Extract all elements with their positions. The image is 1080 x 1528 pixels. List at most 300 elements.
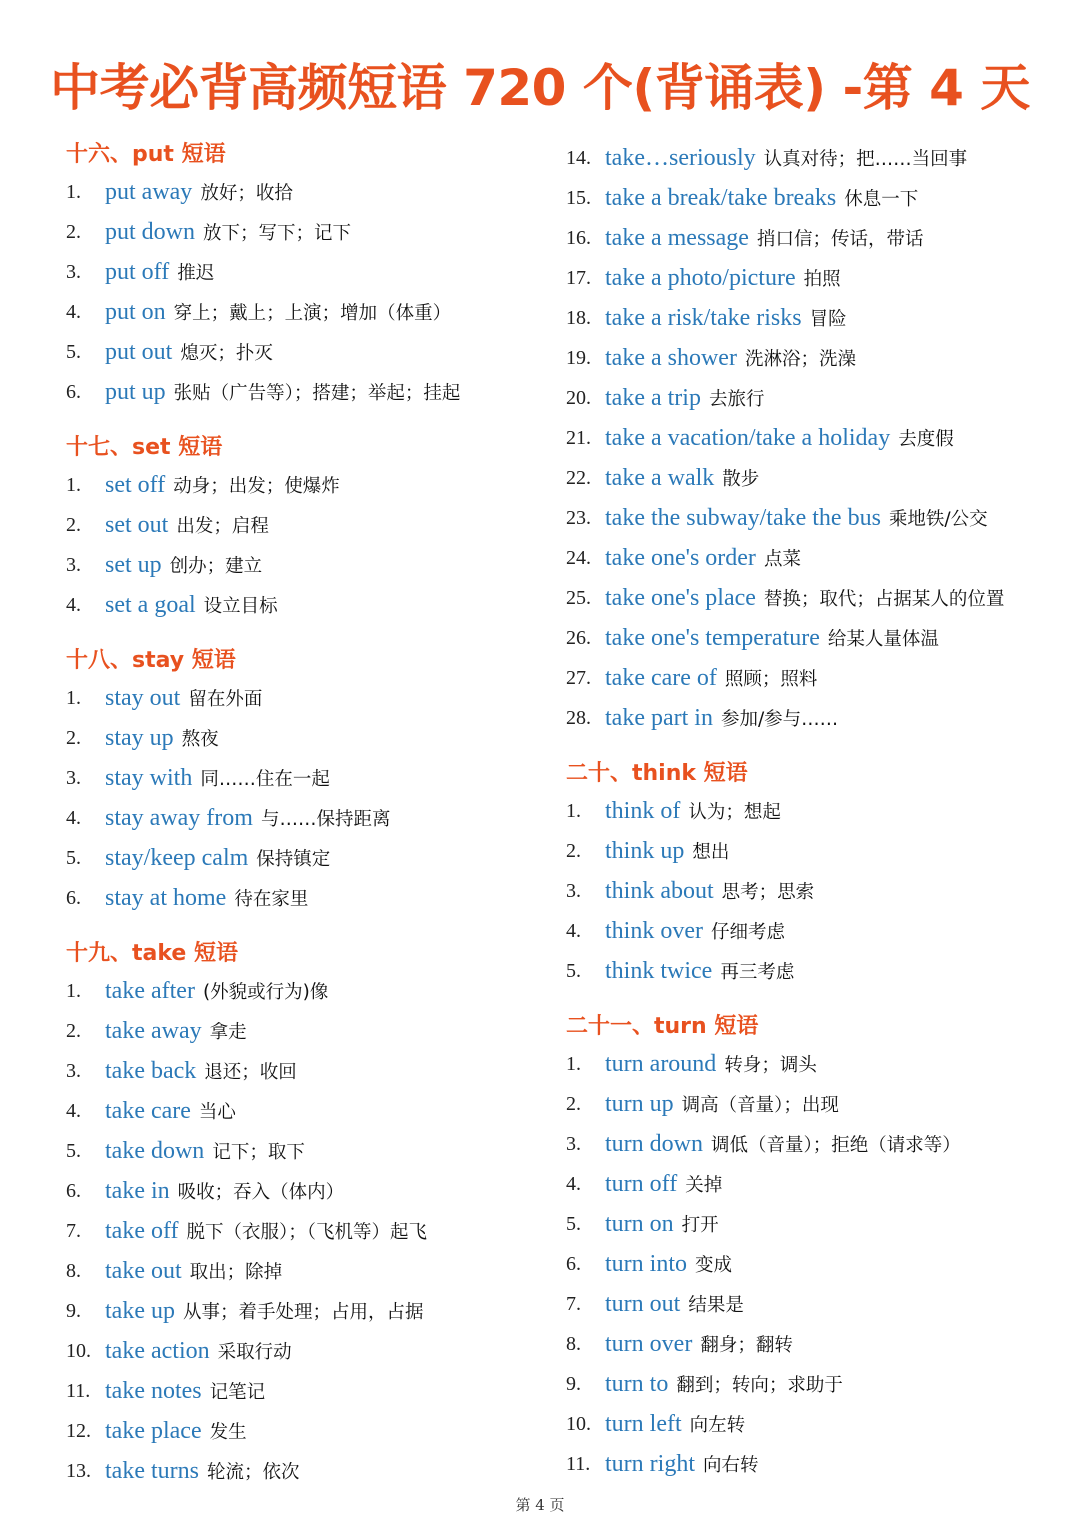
- item-text: [605, 1044, 817, 1087]
- phrase-item: [566, 178, 1066, 218]
- chinese-meaning: 去旅行: [708, 389, 765, 410]
- phrase-item: [566, 1444, 1066, 1484]
- phrase-item: [566, 378, 1066, 418]
- item-number: 2.: [66, 727, 81, 749]
- item-number: 20.: [566, 387, 591, 409]
- item-text: [605, 578, 1004, 621]
- english-phrase: turn out: [605, 1291, 681, 1317]
- item-number: 23.: [566, 507, 591, 529]
- item-number: 9.: [566, 1373, 581, 1395]
- english-phrase: turn down: [605, 1131, 703, 1157]
- item-number: 2.: [66, 221, 81, 243]
- english-phrase: set up: [105, 552, 162, 578]
- phrase-item: [566, 578, 1066, 618]
- item-number: 26.: [566, 627, 591, 649]
- item-number: 12.: [66, 1420, 91, 1442]
- phrase-item: [566, 1324, 1066, 1364]
- english-phrase: turn right: [605, 1451, 695, 1477]
- item-number: 7.: [566, 1293, 581, 1315]
- phrase-item: [566, 1364, 1066, 1404]
- phrase-item: [566, 1124, 1066, 1164]
- item-number: 10.: [566, 1413, 591, 1435]
- chinese-meaning: 想出: [692, 842, 730, 863]
- item-number: 10.: [66, 1340, 91, 1362]
- item-text: [105, 1451, 300, 1494]
- item-text: [105, 1131, 305, 1174]
- item-text: [605, 911, 785, 954]
- item-number: 19.: [566, 347, 591, 369]
- phrase-item: [66, 505, 556, 545]
- english-phrase: put out: [105, 339, 173, 365]
- item-text: [105, 838, 330, 881]
- item-number: 4.: [66, 807, 81, 829]
- item-text: [105, 332, 273, 375]
- phrase-item: [566, 1044, 1066, 1084]
- chinese-meaning: 认真对待；把……当回事: [763, 149, 968, 170]
- english-phrase: take away: [105, 1018, 202, 1044]
- item-number: 6.: [66, 1180, 81, 1202]
- phrase-item: [66, 678, 556, 718]
- chinese-meaning: 退还；收回: [204, 1062, 297, 1083]
- english-phrase: take one's order: [605, 545, 756, 571]
- english-phrase: take a photo/picture: [605, 265, 796, 291]
- item-number: 1.: [566, 800, 581, 822]
- chinese-meaning: 替换；取代；占据某人的位置: [763, 589, 1005, 610]
- phrase-item: [566, 138, 1066, 178]
- chinese-meaning: 照顾；照料: [724, 669, 818, 690]
- item-number: 5.: [66, 1140, 81, 1162]
- item-number: 1.: [566, 1053, 581, 1075]
- item-number: 3.: [566, 1133, 581, 1155]
- phrase-item: [66, 718, 556, 758]
- chinese-meaning: 转身；调头: [724, 1055, 817, 1076]
- chinese-meaning: 散步: [722, 469, 760, 490]
- english-phrase: take a walk: [605, 465, 715, 491]
- item-text: [605, 658, 817, 701]
- chinese-meaning: 调高（音量）；出现: [681, 1095, 839, 1116]
- item-text: [605, 338, 856, 381]
- english-phrase: think twice: [605, 958, 713, 984]
- phrase-item: [566, 618, 1066, 658]
- item-text: [605, 1284, 744, 1327]
- english-phrase: take care: [105, 1098, 191, 1124]
- english-phrase: take a message: [605, 225, 749, 251]
- item-text: [105, 172, 293, 215]
- chinese-meaning: 同……住在一起: [200, 769, 330, 790]
- item-number: 11.: [66, 1380, 91, 1402]
- phrase-item: [66, 1131, 556, 1171]
- chinese-meaning: 采取行动: [217, 1342, 292, 1363]
- page-footer: 第 4 页: [515, 1496, 565, 1514]
- english-phrase: take back: [105, 1058, 197, 1084]
- left-column: [66, 138, 556, 1491]
- english-phrase: think of: [605, 798, 681, 824]
- chinese-meaning: 张贴（广告等）；搭建；举起；挂起: [173, 383, 461, 404]
- chinese-meaning: 脱下（衣服）；（飞机等）起飞: [186, 1222, 428, 1243]
- item-text: [605, 178, 918, 221]
- item-text: [605, 1364, 843, 1407]
- item-text: [105, 971, 328, 1014]
- item-number: 14.: [566, 147, 591, 169]
- item-number: 9.: [66, 1300, 81, 1322]
- english-phrase: turn over: [605, 1331, 693, 1357]
- phrase-item: [66, 758, 556, 798]
- phrase-item: [66, 252, 556, 292]
- section-heading: 二十一、turn 短语: [566, 1014, 759, 1039]
- item-text: [105, 585, 278, 628]
- item-text: [605, 1164, 722, 1207]
- item-number: 5.: [66, 847, 81, 869]
- chinese-meaning: 取出；除掉: [189, 1262, 283, 1283]
- chinese-meaning: 发生: [209, 1422, 247, 1443]
- item-number: 8.: [566, 1333, 581, 1355]
- phrase-item: [66, 1091, 556, 1131]
- english-phrase: take the subway/take the bus: [605, 505, 881, 531]
- english-phrase: take a shower: [605, 345, 737, 371]
- english-phrase: stay out: [105, 685, 181, 711]
- item-number: 28.: [566, 707, 591, 729]
- item-number: 2.: [566, 1093, 581, 1115]
- item-text: [605, 538, 801, 581]
- english-phrase: take a break/take breaks: [605, 185, 837, 211]
- phrase-item: [66, 292, 556, 332]
- item-text: [605, 1244, 732, 1287]
- item-number: 5.: [566, 960, 581, 982]
- item-text: [105, 465, 340, 508]
- item-text: [105, 252, 214, 295]
- english-phrase: stay/keep calm: [105, 845, 249, 871]
- right-column: [566, 138, 1066, 1484]
- item-text: [605, 1324, 793, 1367]
- phrase-item: [566, 1084, 1066, 1124]
- chinese-meaning: 思考；思索: [721, 882, 815, 903]
- english-phrase: stay at home: [105, 885, 227, 911]
- english-phrase: take action: [105, 1338, 210, 1364]
- chinese-meaning: 放好；收拾: [200, 183, 293, 204]
- english-phrase: take a trip: [605, 385, 701, 411]
- item-number: 3.: [66, 261, 81, 283]
- phrase-item: [66, 1211, 556, 1251]
- phrase-item: [66, 1411, 556, 1451]
- item-number: 22.: [566, 467, 591, 489]
- item-text: [605, 1404, 745, 1447]
- item-number: 1.: [66, 181, 81, 203]
- item-text: [105, 718, 219, 761]
- item-number: 21.: [566, 427, 591, 449]
- item-number: 5.: [566, 1213, 581, 1235]
- chinese-meaning: 翻到；转向；求助于: [676, 1375, 843, 1396]
- english-phrase: take a risk/take risks: [605, 305, 802, 331]
- phrase-item: [566, 871, 1066, 911]
- chinese-meaning: 拍照: [803, 269, 841, 290]
- english-phrase: take down: [105, 1138, 205, 1164]
- item-text: [605, 1204, 719, 1247]
- item-number: 1.: [66, 474, 81, 496]
- phrase-item: [566, 1404, 1066, 1444]
- english-phrase: put down: [105, 219, 195, 245]
- chinese-meaning: 熬夜: [181, 729, 219, 750]
- phrase-item: [66, 1251, 556, 1291]
- phrase-item: [66, 465, 556, 505]
- chinese-meaning: 翻身；翻转: [700, 1335, 793, 1356]
- chinese-meaning: 关掉: [685, 1175, 723, 1196]
- item-text: [105, 505, 269, 548]
- chinese-meaning: 打开: [681, 1215, 719, 1236]
- chinese-meaning: 再三考虑: [720, 962, 795, 983]
- phrase-item: [566, 911, 1066, 951]
- phrase-item: [66, 1451, 556, 1491]
- english-phrase: take off: [105, 1218, 179, 1244]
- phrase-item: [66, 1171, 556, 1211]
- chinese-meaning: 结果是: [688, 1295, 744, 1316]
- phrase-item: [66, 212, 556, 252]
- phrase-item: [566, 1204, 1066, 1244]
- english-phrase: turn on: [605, 1211, 674, 1237]
- section-heading: 二十、think 短语: [566, 761, 748, 786]
- item-text: [105, 1371, 265, 1414]
- english-phrase: put off: [105, 259, 170, 285]
- phrase-item: [566, 258, 1066, 298]
- item-number: 27.: [566, 667, 591, 689]
- chinese-meaning: 放下；写下；记下: [203, 223, 352, 244]
- phrase-item: [66, 798, 556, 838]
- english-phrase: turn up: [605, 1091, 674, 1117]
- item-number: 4.: [66, 1100, 81, 1122]
- chinese-meaning: 参加/参与……: [720, 709, 839, 730]
- chinese-meaning: 设立目标: [203, 596, 278, 617]
- english-phrase: set off: [105, 472, 166, 498]
- phrase-item: [66, 585, 556, 625]
- item-number: 4.: [66, 594, 81, 616]
- item-number: 17.: [566, 267, 591, 289]
- item-number: 3.: [66, 1060, 81, 1082]
- chinese-meaning: 拿走: [209, 1022, 247, 1043]
- page-title: 中考必背高频短语 720 个(背诵表) -第 4 天: [50, 59, 1030, 117]
- item-text: [605, 618, 939, 661]
- phrase-item: [66, 332, 556, 372]
- phrase-item: [566, 951, 1066, 991]
- item-number: 25.: [566, 587, 591, 609]
- item-number: 6.: [66, 381, 81, 403]
- item-text: [605, 498, 988, 541]
- chinese-meaning: 点菜: [763, 549, 801, 570]
- item-text: [605, 698, 838, 741]
- item-number: 24.: [566, 547, 591, 569]
- item-text: [105, 758, 330, 801]
- item-number: 3.: [66, 767, 81, 789]
- english-phrase: turn left: [605, 1411, 682, 1437]
- english-phrase: take care of: [605, 665, 717, 691]
- item-text: [105, 1251, 282, 1294]
- english-phrase: take one's temperature: [605, 625, 820, 651]
- phrase-item: [66, 372, 556, 412]
- english-phrase: set out: [105, 512, 169, 538]
- phrase-item: [66, 1371, 556, 1411]
- item-number: 2.: [66, 514, 81, 536]
- phrase-item: [566, 658, 1066, 698]
- english-phrase: think over: [605, 918, 703, 944]
- english-phrase: take up: [105, 1298, 175, 1324]
- chinese-meaning: 向右转: [703, 1455, 759, 1476]
- phrase-item: [566, 831, 1066, 871]
- english-phrase: think about: [605, 878, 714, 904]
- item-text: [105, 678, 262, 721]
- chinese-meaning: 向左转: [689, 1415, 746, 1436]
- item-number: 2.: [566, 840, 581, 862]
- english-phrase: take turns: [105, 1458, 199, 1484]
- chinese-meaning: 给某人量体温: [827, 629, 939, 650]
- english-phrase: stay up: [105, 725, 174, 751]
- item-text: [605, 218, 923, 261]
- section-heading: 十六、put 短语: [66, 142, 226, 167]
- english-phrase: stay with: [105, 765, 193, 791]
- item-number: 2.: [66, 1020, 81, 1042]
- item-number: 6.: [66, 887, 81, 909]
- phrase-item: [66, 878, 556, 918]
- item-number: 11.: [566, 1453, 591, 1475]
- chinese-meaning: 留在外面: [188, 689, 263, 710]
- item-text: [605, 831, 729, 874]
- item-number: 7.: [66, 1220, 81, 1242]
- phrase-item: [66, 1331, 556, 1371]
- item-number: 1.: [66, 687, 81, 709]
- phrase-item: [566, 538, 1066, 578]
- item-text: [105, 1211, 427, 1254]
- item-text: [605, 298, 847, 341]
- english-phrase: take…seriously: [605, 145, 756, 171]
- item-number: 4.: [66, 301, 81, 323]
- phrase-item: [66, 1051, 556, 1091]
- item-number: 6.: [566, 1253, 581, 1275]
- english-phrase: take notes: [105, 1378, 202, 1404]
- phrase-item: [66, 545, 556, 585]
- phrase-item: [66, 1291, 556, 1331]
- english-phrase: take after: [105, 978, 195, 1004]
- chinese-meaning: 创办；建立: [169, 556, 263, 577]
- chinese-meaning: 穿上；戴上；上演；增加（体重）: [173, 303, 452, 324]
- item-text: [105, 1291, 424, 1334]
- phrase-item: [566, 698, 1066, 738]
- chinese-meaning: 乘地铁/公交: [888, 509, 988, 530]
- chinese-meaning: 与……保持距离: [260, 809, 391, 830]
- item-text: [105, 798, 390, 841]
- item-text: [105, 1411, 247, 1454]
- phrase-item: [566, 458, 1066, 498]
- item-number: 3.: [66, 554, 81, 576]
- item-text: [105, 878, 308, 921]
- item-text: [105, 1051, 297, 1094]
- english-phrase: put on: [105, 299, 166, 325]
- phrase-item: [566, 218, 1066, 258]
- item-number: 1.: [66, 980, 81, 1002]
- chinese-meaning: 待在家里: [234, 889, 309, 910]
- chinese-meaning: 捎口信；传话，带话: [756, 229, 924, 250]
- english-phrase: take place: [105, 1418, 202, 1444]
- item-text: [605, 1084, 839, 1127]
- english-phrase: put up: [105, 379, 166, 405]
- phrase-item: [566, 418, 1066, 458]
- item-text: [605, 258, 841, 301]
- chinese-meaning: 记笔记: [209, 1382, 266, 1403]
- item-number: 15.: [566, 187, 591, 209]
- english-phrase: turn off: [605, 1171, 678, 1197]
- section-heading: 十七、set 短语: [66, 435, 223, 460]
- chinese-meaning: 出发；启程: [176, 516, 269, 537]
- english-phrase: take one's place: [605, 585, 756, 611]
- item-text: [105, 292, 451, 335]
- item-text: [105, 545, 262, 588]
- english-phrase: put away: [105, 179, 193, 205]
- item-text: [605, 418, 954, 461]
- section-heading: 十八、stay 短语: [66, 648, 236, 673]
- chinese-meaning: 轮流；依次: [206, 1462, 300, 1483]
- item-text: [105, 372, 460, 415]
- chinese-meaning: (外貌或行为)像: [202, 982, 329, 1003]
- english-phrase: think up: [605, 838, 685, 864]
- chinese-meaning: 保持镇定: [256, 849, 331, 870]
- section-heading: 十九、take 短语: [66, 941, 238, 966]
- phrase-item: [66, 838, 556, 878]
- chinese-meaning: 当心: [198, 1102, 236, 1123]
- item-text: [105, 1091, 236, 1134]
- chinese-meaning: 冒险: [809, 309, 847, 330]
- chinese-meaning: 仔细考虑: [710, 922, 785, 943]
- chinese-meaning: 熄灭；扑灭: [180, 343, 273, 364]
- english-phrase: take out: [105, 1258, 182, 1284]
- chinese-meaning: 调低（音量）；拒绝（请求等）: [711, 1135, 961, 1156]
- english-phrase: take part in: [605, 705, 713, 731]
- chinese-meaning: 推迟: [177, 263, 215, 284]
- english-phrase: take a vacation/take a holiday: [605, 425, 891, 451]
- item-text: [605, 951, 794, 994]
- chinese-meaning: 从事；着手处理；占用，占据: [182, 1302, 424, 1323]
- english-phrase: set a goal: [105, 592, 196, 618]
- item-number: 8.: [66, 1260, 81, 1282]
- phrase-item: [66, 172, 556, 212]
- item-text: [605, 458, 759, 501]
- phrase-item: [566, 498, 1066, 538]
- phrase-item: [566, 338, 1066, 378]
- english-phrase: stay away from: [105, 805, 253, 831]
- item-text: [105, 1171, 344, 1214]
- item-text: [605, 378, 764, 421]
- chinese-meaning: 吸收；吞入（体内）: [177, 1182, 345, 1203]
- phrase-item: [566, 1244, 1066, 1284]
- chinese-meaning: 记下；取下: [212, 1142, 305, 1163]
- chinese-meaning: 休息一下: [844, 189, 919, 210]
- phrase-item: [566, 791, 1066, 831]
- item-text: [605, 1444, 759, 1487]
- english-phrase: take in: [105, 1178, 170, 1204]
- item-number: 18.: [566, 307, 591, 329]
- item-text: [105, 212, 351, 255]
- item-text: [105, 1331, 292, 1374]
- item-text: [605, 1124, 961, 1167]
- chinese-meaning: 认为；想起: [688, 802, 781, 823]
- english-phrase: turn to: [605, 1371, 669, 1397]
- item-number: 16.: [566, 227, 591, 249]
- chinese-meaning: 变成: [695, 1255, 733, 1276]
- phrase-item: [566, 1164, 1066, 1204]
- phrase-item: [66, 971, 556, 1011]
- english-phrase: turn into: [605, 1251, 687, 1277]
- chinese-meaning: 去度假: [898, 429, 954, 450]
- chinese-meaning: 洗淋浴；洗澡: [744, 349, 856, 370]
- english-phrase: turn around: [605, 1051, 717, 1077]
- item-text: [105, 1011, 247, 1054]
- item-number: 13.: [66, 1460, 91, 1482]
- item-text: [605, 791, 781, 834]
